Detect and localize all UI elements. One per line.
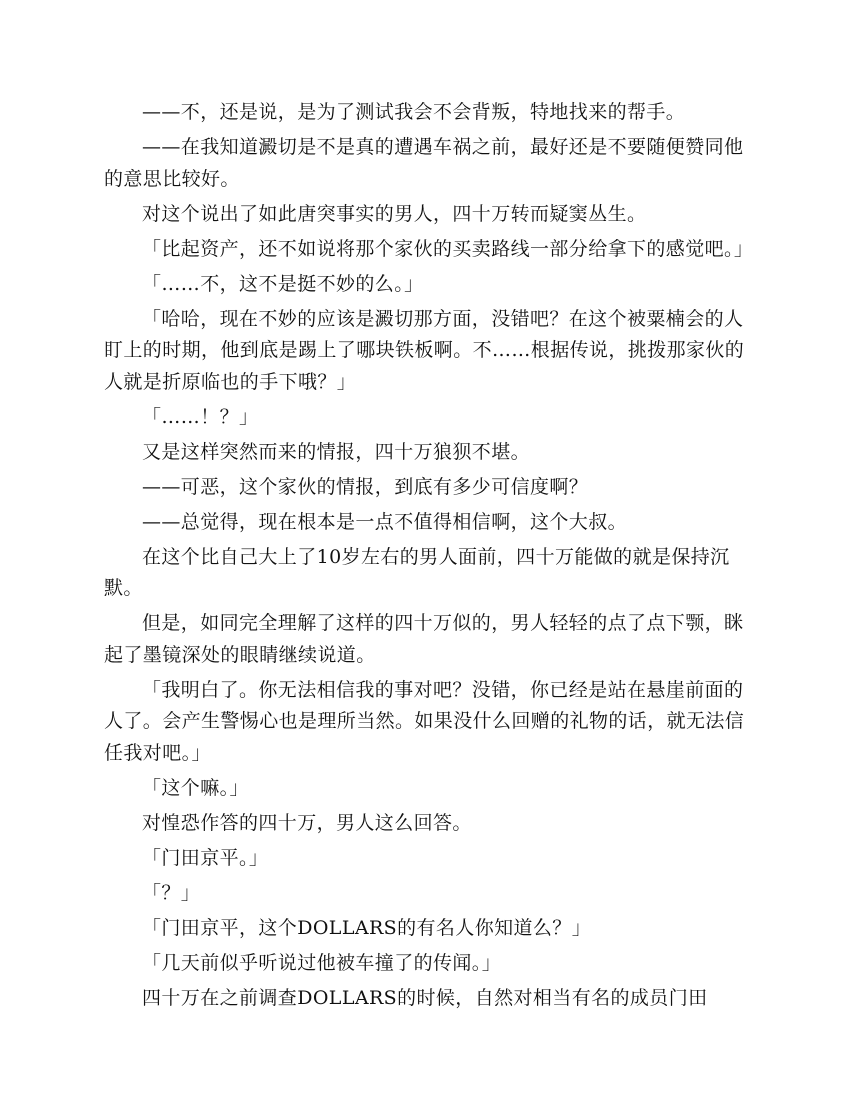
paragraph: 对这个说出了如此唐突事实的男人，四十万转而疑窦丛生。: [142, 202, 647, 225]
paragraph: ——可恶，这个家伙的情报，到底有多少可信度啊？: [142, 475, 589, 498]
document-body: [104, 97, 754, 1018]
paragraph: ——在我知道澱切是不是真的遭遇车祸之前，最好还是不要随便赞同他的意思比较好。: [104, 136, 744, 190]
paragraph: 「？」: [142, 881, 201, 904]
paragraph: 「门田京平，这个DOLLARS的有名人你知道么？」: [142, 916, 592, 939]
paragraph: 「这个嘛。」: [142, 776, 249, 799]
paragraph: 「……不，这不是挺不妙的么。」: [142, 272, 424, 295]
paragraph: 「哈哈，现在不妙的应该是澱切那方面，没错吧？在这个被粟楠会的人盯上的时期，他到底是踢上了哪块铁板啊。不……根据传说，挑拨那家伙的人就是折原临也的手下哦？」: [104, 307, 745, 393]
paragraph: 「我明白了。你无法相信我的事对吧？没错，你已经是站在悬崖前面的人了。会产生警惕心也是理所当然。如果没什么回赠的礼物的话，就无法信任我对吧。」: [104, 678, 745, 764]
paragraph: ——不，还是说，是为了测试我会不会背叛，特地找来的帮手。: [142, 101, 686, 123]
paragraph: 「几天前似乎听说过他被车撞了的传闻。」: [142, 951, 502, 974]
paragraph: 又是这样突然而来的情报，四十万狼狈不堪。: [142, 440, 531, 463]
paragraph: 「比起资产，还不如说将那个家伙的买卖路线一部分给拿下的感觉吧。」: [142, 237, 754, 260]
paragraph: 「……！？」: [142, 405, 259, 428]
paragraph: 对惶恐作答的四十万，男人这么回答。: [142, 811, 472, 834]
paragraph: 在这个比自己大上了10岁左右的男人面前，四十万能做的就是保持沉默。: [104, 545, 730, 599]
paragraph: 四十万在之前调查DOLLARS的时候，自然对相当有名的成员门田: [142, 986, 708, 1009]
paragraph: 但是，如同完全理解了这样的四十万似的，男人轻轻的点了点下颚，眯起了墨镜深处的眼睛继续说道。: [104, 612, 744, 666]
paragraph: ——总觉得，现在根本是一点不值得相信啊，这个大叔。: [142, 510, 628, 533]
paragraph: 「门田京平。」: [142, 846, 269, 869]
